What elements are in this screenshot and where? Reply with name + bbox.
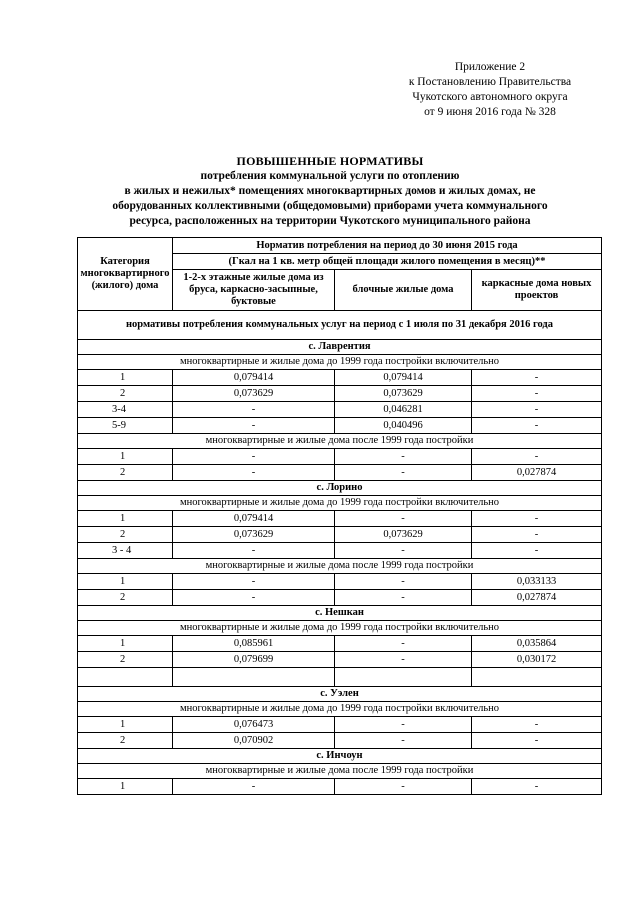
value-cell: 0,076473 — [173, 717, 335, 733]
appendix-line: Приложение 2 — [454, 61, 526, 73]
category-cell: 2 — [78, 590, 173, 606]
appendix-block — [380, 60, 600, 120]
table-row — [78, 717, 602, 733]
empty-cell — [335, 668, 472, 687]
period-header: нормативы потребления коммунальных услуг на период с 1 июля по 31 декабря 2016 года — [78, 311, 602, 340]
loc-row — [78, 606, 602, 621]
group-header: многоквартирные и жилые дома до 1999 года постройки включительно — [78, 496, 602, 511]
value-cell: - — [335, 511, 472, 527]
table-row — [78, 543, 602, 559]
value-cell: - — [472, 527, 602, 543]
location-header: с. Лаврентия — [78, 340, 602, 355]
loc-row — [78, 481, 602, 496]
value-cell: - — [173, 574, 335, 590]
grp-row — [78, 764, 602, 779]
value-cell: - — [173, 590, 335, 606]
value-cell: 0,085961 — [173, 636, 335, 652]
loc-row — [78, 749, 602, 764]
value-cell: 0,079414 — [173, 370, 335, 386]
value-cell: 0,046281 — [335, 402, 472, 418]
value-cell: - — [335, 733, 472, 749]
category-cell: 1 — [78, 636, 173, 652]
value-cell: - — [472, 779, 602, 795]
location-header: с. Нешкан — [78, 606, 602, 621]
category-cell: 5-9 — [78, 418, 173, 434]
category-cell: 3 - 4 — [78, 543, 173, 559]
group-header: многоквартирные и жилые дома после 1999 года постройки — [78, 559, 602, 574]
table-row — [78, 574, 602, 590]
value-cell: - — [173, 402, 335, 418]
category-cell: 1 — [78, 717, 173, 733]
empty-cell — [472, 668, 602, 687]
value-cell: 0,040496 — [335, 418, 472, 434]
value-cell: - — [472, 511, 602, 527]
value-cell: - — [335, 636, 472, 652]
group-header: многоквартирные и жилые дома до 1999 года постройки включительно — [78, 355, 602, 370]
value-cell: 0,027874 — [472, 465, 602, 481]
title-line: потребления коммунальной услуги по отоплению — [200, 170, 460, 182]
value-cell: - — [173, 465, 335, 481]
norm-header: Норматив потребления на период до 30 июня 2015 года — [173, 238, 602, 254]
value-cell: - — [472, 386, 602, 402]
value-cell: - — [173, 779, 335, 795]
category-cell: 2 — [78, 527, 173, 543]
grp-row — [78, 702, 602, 717]
appendix-line: Чукотского автономного округа — [412, 91, 568, 103]
category-cell: 2 — [78, 465, 173, 481]
empty-cell — [78, 668, 173, 687]
table-row — [78, 449, 602, 465]
value-cell: 0,079414 — [335, 370, 472, 386]
value-cell: 0,070902 — [173, 733, 335, 749]
empty-cell — [173, 668, 335, 687]
value-cell: - — [335, 574, 472, 590]
appendix-line: к Постановлению Правительства — [408, 76, 572, 88]
value-cell: - — [472, 418, 602, 434]
value-cell: 0,073629 — [173, 386, 335, 402]
blank-row — [78, 668, 602, 687]
group-header: многоквартирные и жилые дома после 1999 года постройки — [78, 434, 602, 449]
title-line: оборудованных коллективными (общедомовыми) приборами учета коммунального — [112, 200, 548, 212]
table-row — [78, 636, 602, 652]
category-cell: 3-4 — [78, 402, 173, 418]
value-cell: 0,073629 — [335, 386, 472, 402]
location-header: с. Уэлен — [78, 687, 602, 702]
value-cell: 0,035864 — [472, 636, 602, 652]
category-cell: 2 — [78, 733, 173, 749]
category-cell: 1 — [78, 449, 173, 465]
grp-row — [78, 434, 602, 449]
value-cell: - — [335, 779, 472, 795]
title-line: ПОВЫШЕННЫЕ НОРМАТИВЫ — [236, 154, 424, 168]
table-row — [78, 527, 602, 543]
category-cell: 1 — [78, 370, 173, 386]
category-cell: 2 — [78, 652, 173, 668]
table-row — [78, 590, 602, 606]
value-cell: - — [173, 418, 335, 434]
value-cell: 0,079414 — [173, 511, 335, 527]
document-title — [70, 154, 590, 229]
grp-row — [78, 621, 602, 636]
value-cell: 0,033133 — [472, 574, 602, 590]
grp-row — [78, 559, 602, 574]
loc-row — [78, 340, 602, 355]
category-cell: 1 — [78, 511, 173, 527]
period-row — [78, 311, 602, 340]
table-body — [78, 311, 602, 795]
category-header: Категория многоквартирного (жилого) дома — [78, 238, 173, 311]
value-cell: - — [335, 590, 472, 606]
value-cell: - — [335, 543, 472, 559]
loc-row — [78, 687, 602, 702]
title-line: в жилых и нежилых* помещениях многоквартирных домов и жилых домах, не — [124, 185, 536, 197]
column-header: блочные жилые дома — [335, 270, 472, 311]
table-row — [78, 511, 602, 527]
column-header: каркасные дома новых проектов — [472, 270, 602, 311]
appendix-line: от 9 июня 2016 года № 328 — [424, 106, 556, 118]
group-header: многоквартирные и жилые дома после 1999 года постройки — [78, 764, 602, 779]
table-row — [78, 418, 602, 434]
value-cell: - — [472, 717, 602, 733]
category-cell: 1 — [78, 574, 173, 590]
column-header: 1-2-х этажные жилые дома из бруса, каркасно-засыпные, буктовые — [173, 270, 335, 311]
value-cell: - — [173, 543, 335, 559]
value-cell: - — [472, 449, 602, 465]
category-cell: 1 — [78, 779, 173, 795]
value-cell: - — [472, 402, 602, 418]
grp-row — [78, 355, 602, 370]
value-cell: 0,030172 — [472, 652, 602, 668]
title-line: ресурса, расположенных на территории Чукотского муниципального района — [129, 215, 531, 227]
table-row — [78, 733, 602, 749]
table-row — [78, 386, 602, 402]
norms-table — [77, 237, 602, 795]
value-cell: 0,079699 — [173, 652, 335, 668]
value-cell: - — [472, 543, 602, 559]
table-row — [78, 465, 602, 481]
value-cell: 0,073629 — [335, 527, 472, 543]
value-cell: 0,027874 — [472, 590, 602, 606]
value-cell: - — [335, 717, 472, 733]
value-cell: - — [472, 733, 602, 749]
value-cell: - — [335, 465, 472, 481]
group-header: многоквартирные и жилые дома до 1999 года постройки включительно — [78, 621, 602, 636]
value-cell: 0,073629 — [173, 527, 335, 543]
table-row — [78, 779, 602, 795]
grp-row — [78, 496, 602, 511]
location-header: с. Инчоун — [78, 749, 602, 764]
value-cell: - — [335, 652, 472, 668]
location-header: с. Лорино — [78, 481, 602, 496]
unit-header: (Гкал на 1 кв. метр общей площади жилого помещения в месяц)** — [173, 254, 602, 270]
table-row — [78, 652, 602, 668]
value-cell: - — [173, 449, 335, 465]
table-row — [78, 370, 602, 386]
value-cell: - — [335, 449, 472, 465]
group-header: многоквартирные и жилые дома до 1999 года постройки включительно — [78, 702, 602, 717]
category-cell: 2 — [78, 386, 173, 402]
table-row — [78, 402, 602, 418]
value-cell: - — [472, 370, 602, 386]
